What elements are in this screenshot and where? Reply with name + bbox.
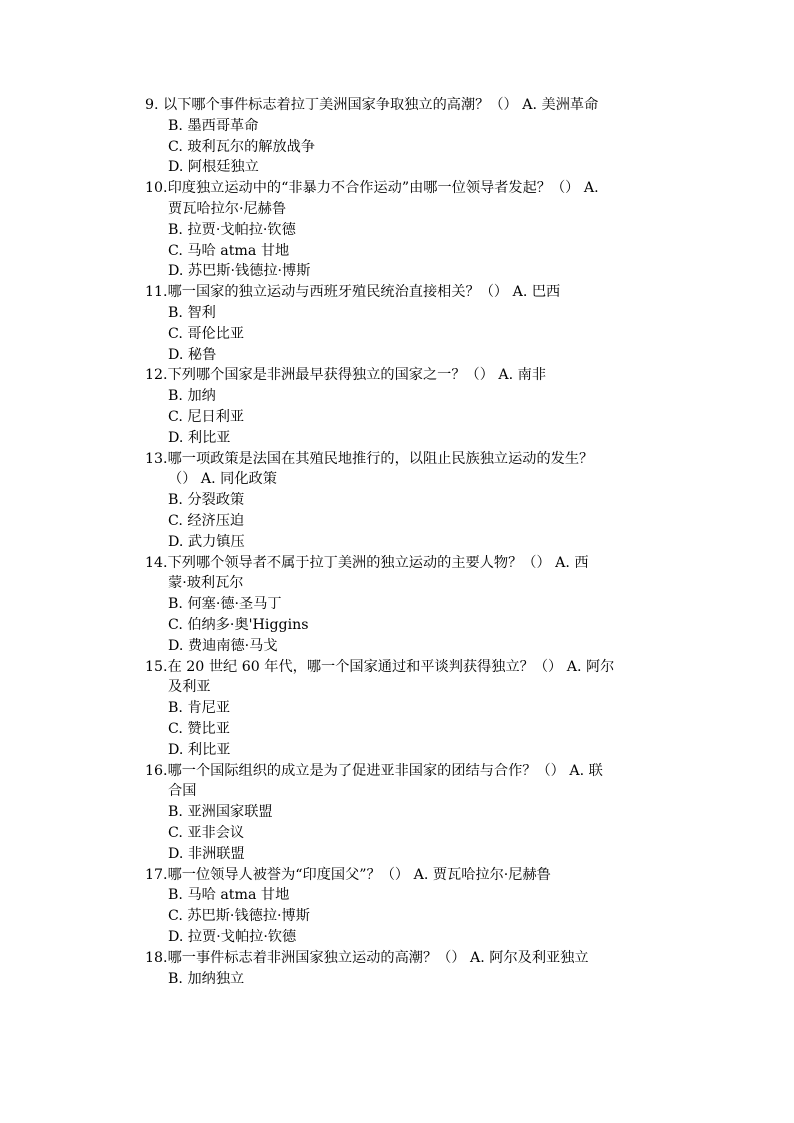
question-line: 13.哪一项政策是法国在其殖民地推行的，以阻止民族独立运动的发生？ xyxy=(145,450,594,467)
question-line: 10.印度独立运动中的“非暴力不合作运动”由哪一位领导者发起？（） A. xyxy=(145,180,599,197)
question-line: 14.下列哪个领导者不属于拉丁美洲的独立运动的主要人物？（） A. 西 xyxy=(145,554,589,571)
option-line: C. 伯纳多·奥'Higgins xyxy=(168,617,309,633)
question-continuation: 及利亚 xyxy=(168,679,211,696)
question-line: 9. 以下哪个事件标志着拉丁美洲国家争取独立的高潮？（） A. 美洲革命 xyxy=(145,97,599,113)
option-line: D. 武力镇压 xyxy=(168,533,245,550)
option-line: D. 秘鲁 xyxy=(168,346,217,363)
option-line: B. 加纳 xyxy=(168,388,216,405)
option-line: C. 亚非会议 xyxy=(168,825,245,841)
option-line: D. 非洲联盟 xyxy=(168,845,245,862)
question-line: 15.在 20 世纪 60 年代，哪一个国家通过和平谈判获得独立？（） A. 阿尔 xyxy=(145,658,615,675)
option-line: C. 经济压迫 xyxy=(168,513,245,529)
option-line: B. 分裂政策 xyxy=(168,492,245,509)
question-line: 17.哪一位领导人被誉为“印度国父”？（） A. 贾瓦哈拉尔·尼赫鲁 xyxy=(145,866,551,883)
option-line: D. 利比亚 xyxy=(168,741,231,758)
option-line: C. 尼日利亚 xyxy=(168,409,245,425)
question-continuation: （） A. 同化政策 xyxy=(168,471,277,488)
option-line: C. 赞比亚 xyxy=(168,721,230,737)
question-continuation: 贾瓦哈拉尔·尼赫鲁 xyxy=(168,201,287,217)
option-line: D. 拉贾·戈帕拉·钦德 xyxy=(168,929,297,945)
option-line: B. 墨西哥革命 xyxy=(168,117,259,134)
option-line: C. 马哈 atma 甘地 xyxy=(168,242,290,259)
option-line: B. 拉贾·戈帕拉·钦德 xyxy=(168,221,296,238)
option-line: B. 肯尼亚 xyxy=(168,700,231,717)
option-line: C. 玻利瓦尔的解放战争 xyxy=(168,138,316,155)
option-line: B. 加纳独立 xyxy=(168,970,245,987)
question-line: 18.哪一事件标志着非洲国家独立运动的高潮？（） A. 阿尔及利亚独立 xyxy=(145,949,589,966)
option-line: B. 亚洲国家联盟 xyxy=(168,804,273,821)
question-continuation: 合国 xyxy=(168,783,197,800)
option-line: D. 利比亚 xyxy=(168,429,231,446)
option-line: D. 苏巴斯·钱德拉·博斯 xyxy=(168,263,311,280)
question-line: 12.下列哪个国家是非洲最早获得独立的国家之一？（） A. 南非 xyxy=(145,367,547,384)
option-line: B. 智利 xyxy=(168,305,216,321)
option-line: D. 阿根廷独立 xyxy=(168,159,259,176)
question-line: 11.哪一国家的独立运动与西班牙殖民统治直接相关？（） A. 巴西 xyxy=(145,284,561,301)
question-line: 16.哪一个国际组织的成立是为了促进亚非国家的团结与合作？（） A. 联 xyxy=(145,762,603,779)
option-line: D. 费迪南德·马戈 xyxy=(168,637,278,654)
option-line: B. 马哈 atma 甘地 xyxy=(168,887,290,904)
question-continuation: 蒙·玻利瓦尔 xyxy=(168,575,244,592)
option-line: C. 哥伦比亚 xyxy=(168,325,245,342)
option-line: B. 何塞·德·圣马丁 xyxy=(168,596,282,613)
option-line: C. 苏巴斯·钱德拉·博斯 xyxy=(168,908,310,925)
